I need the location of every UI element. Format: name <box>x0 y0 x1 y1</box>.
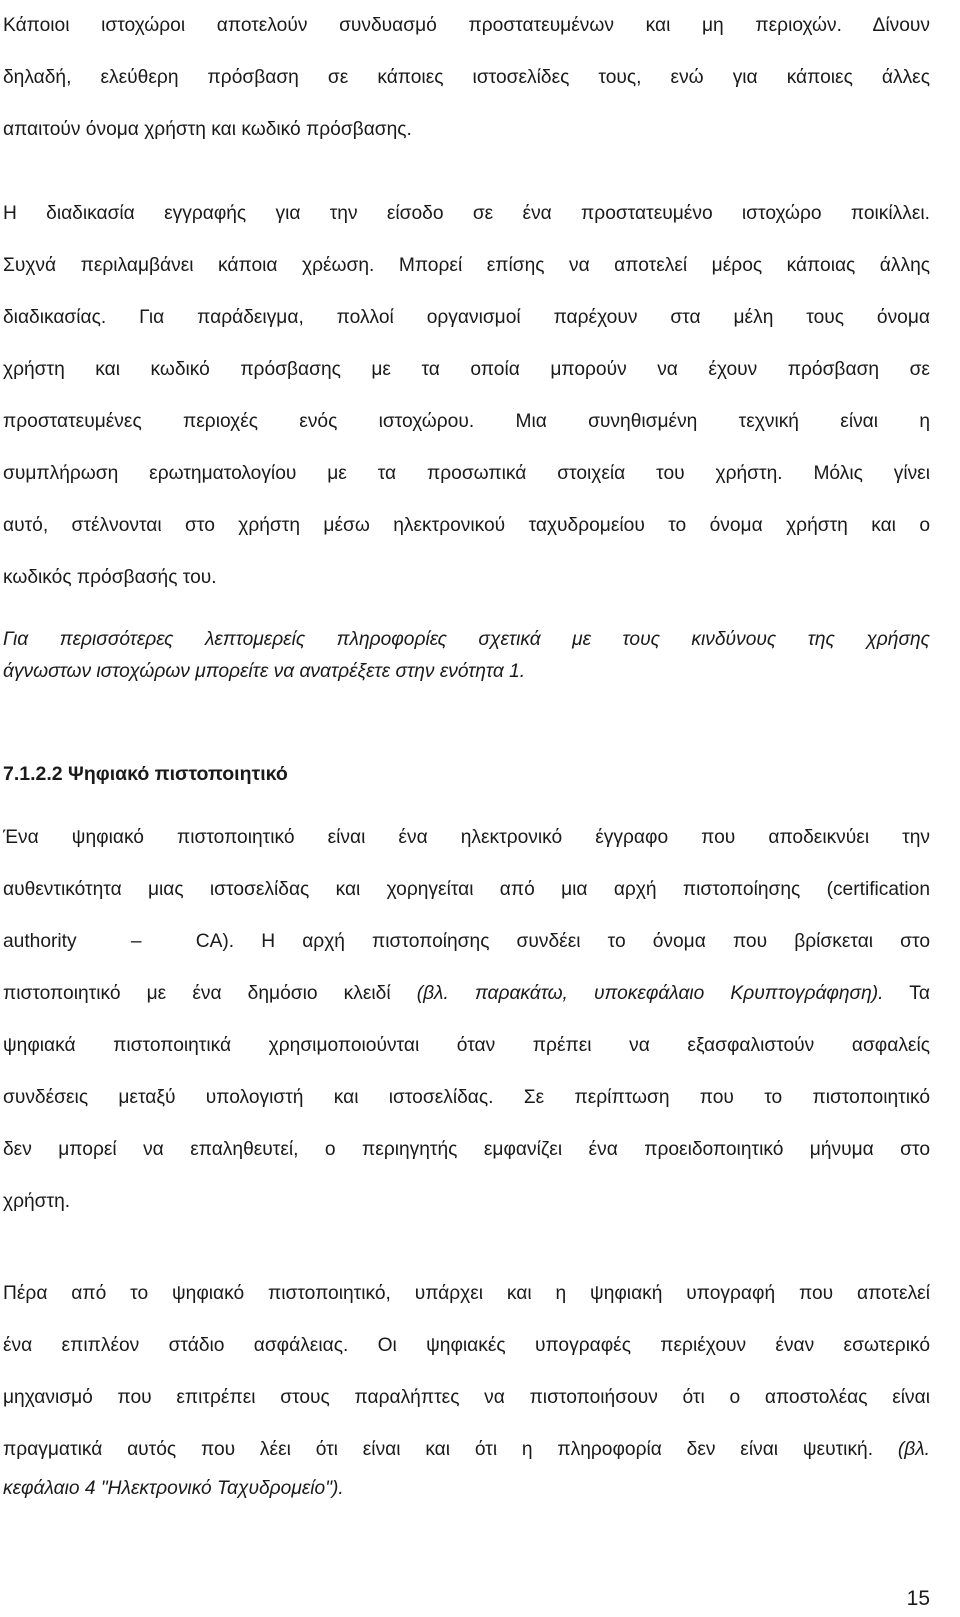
text-line: κωδικός πρόσβασής του. <box>3 567 217 588</box>
section-heading-text: 7.1.2.2 Ψηφιακό πιστοποιητικό <box>3 763 288 785</box>
text-line: Πέρα από το ψηφιακό πιστοποιητικό, υπάρχει και η ψηφιακή υπογραφή που αποτελεί <box>3 1283 930 1304</box>
text-line: Για περισσότερες λεπτομερείς πληροφορίες σχετικά με τους κινδύνους της χρήσης <box>3 629 930 650</box>
text-line: διαδικασίας. Για παράδειγμα, πολλοί οργανισμοί παρέχουν στα μέλη τους όνομα <box>3 307 930 328</box>
cross-reference: (βλ. παρακάτω, υποκεφάλαιο Κρυπτογράφηση). <box>416 983 884 1004</box>
text-line: Συχνά περιλαμβάνει κάποια χρέωση. Μπορεί επίσης να αποτελεί μέρος κάποιας άλλης <box>3 255 930 276</box>
paragraph-more-info <box>3 624 930 688</box>
text-line: απαιτούν όνομα χρήστη και κωδικό πρόσβασης. <box>3 119 412 140</box>
text-line: authority – CA). Η αρχή πιστοποίησης συνδέει το όνομα που βρίσκεται στο <box>3 931 930 952</box>
text-line: ψηφιακά πιστοποιητικά χρησιμοποιούνται όταν πρέπει να εξασφαλιστούν ασφαλείς <box>3 1035 930 1056</box>
section-heading <box>3 748 930 800</box>
text-line: κεφάλαιο 4 "Ηλεκτρονικό Ταχυδρομείο"). <box>3 1478 344 1499</box>
text-run: πιστοποιητικό με ένα δημόσιο κλειδί <box>3 983 417 1004</box>
text-line: συμπλήρωση ερωτηματολογίου με τα προσωπικά στοιχεία του χρήστη. Μόλις γίνει <box>3 463 930 484</box>
text-line: μηχανισμό που επιτρέπει στους παραλήπτες να πιστοποιήσουν ότι ο αποστολέας είναι <box>3 1387 930 1408</box>
text-line: χρήστη και κωδικό πρόσβασης με τα οποία μπορούν να έχουν πρόσβαση σε <box>3 359 930 380</box>
page-number: 15 <box>906 1587 930 1610</box>
text-line: αυθεντικότητα μιας ιστοσελίδας και χορηγείται από μια αρχή πιστοποίησης (certification <box>3 879 930 900</box>
text-line: χρήστη. <box>3 1191 71 1212</box>
paragraph-registration <box>3 188 930 604</box>
text-line: δηλαδή, ελεύθερη πρόσβαση σε κάποιες ιστοσελίδες τους, ενώ για κάποιες άλλες <box>3 67 930 88</box>
text-run: Τα <box>883 983 930 1004</box>
paragraph-digital-signature <box>3 1268 930 1502</box>
text-line: Ένα ψηφιακό πιστοποιητικό είναι ένα ηλεκτρονικό έγγραφο που αποδεικνύει την <box>3 827 930 848</box>
text-line <box>3 968 930 1020</box>
text-line: προστατευμένες περιοχές ενός ιστοχώρου. Μια συνηθισμένη τεχνική είναι η <box>3 411 930 432</box>
text-line: ένα επιπλέον στάδιο ασφάλειας. Οι ψηφιακές υπογραφές περιέχουν έναν εσωτερικό <box>3 1335 930 1356</box>
text-line: συνδέσεις μεταξύ υπολογιστή και ιστοσελίδας. Σε περίπτωση που το πιστοποιητικό <box>3 1087 930 1108</box>
text-line: Κάποιοι ιστοχώροι αποτελούν συνδυασμό προστατευμένων και μη περιοχών. Δίνουν <box>3 15 930 36</box>
text-line: άγνωστων ιστοχώρων μπορείτε να ανατρέξετε στην ενότητα 1. <box>3 661 526 682</box>
text-run: πραγματικά αυτός που λέει ότι είναι και ότι η πληροφορία δεν είναι ψευτική. <box>3 1439 898 1460</box>
text-line <box>3 1424 930 1476</box>
paragraph-digital-certificate <box>3 812 930 1228</box>
paragraph-protected-areas <box>3 0 930 156</box>
cross-reference: (βλ. <box>897 1439 930 1460</box>
text-line: αυτό, στέλνονται στο χρήστη μέσω ηλεκτρονικού ταχυδρομείου το όνομα χρήστη και ο <box>3 515 930 536</box>
text-line: δεν μπορεί να επαληθευτεί, ο περιηγητής εμφανίζει ένα προειδοποιητικό μήνυμα στο <box>3 1139 930 1160</box>
text-line: Η διαδικασία εγγραφής για την είσοδο σε ένα προστατευμένο ιστοχώρο ποικίλλει. <box>3 203 930 224</box>
